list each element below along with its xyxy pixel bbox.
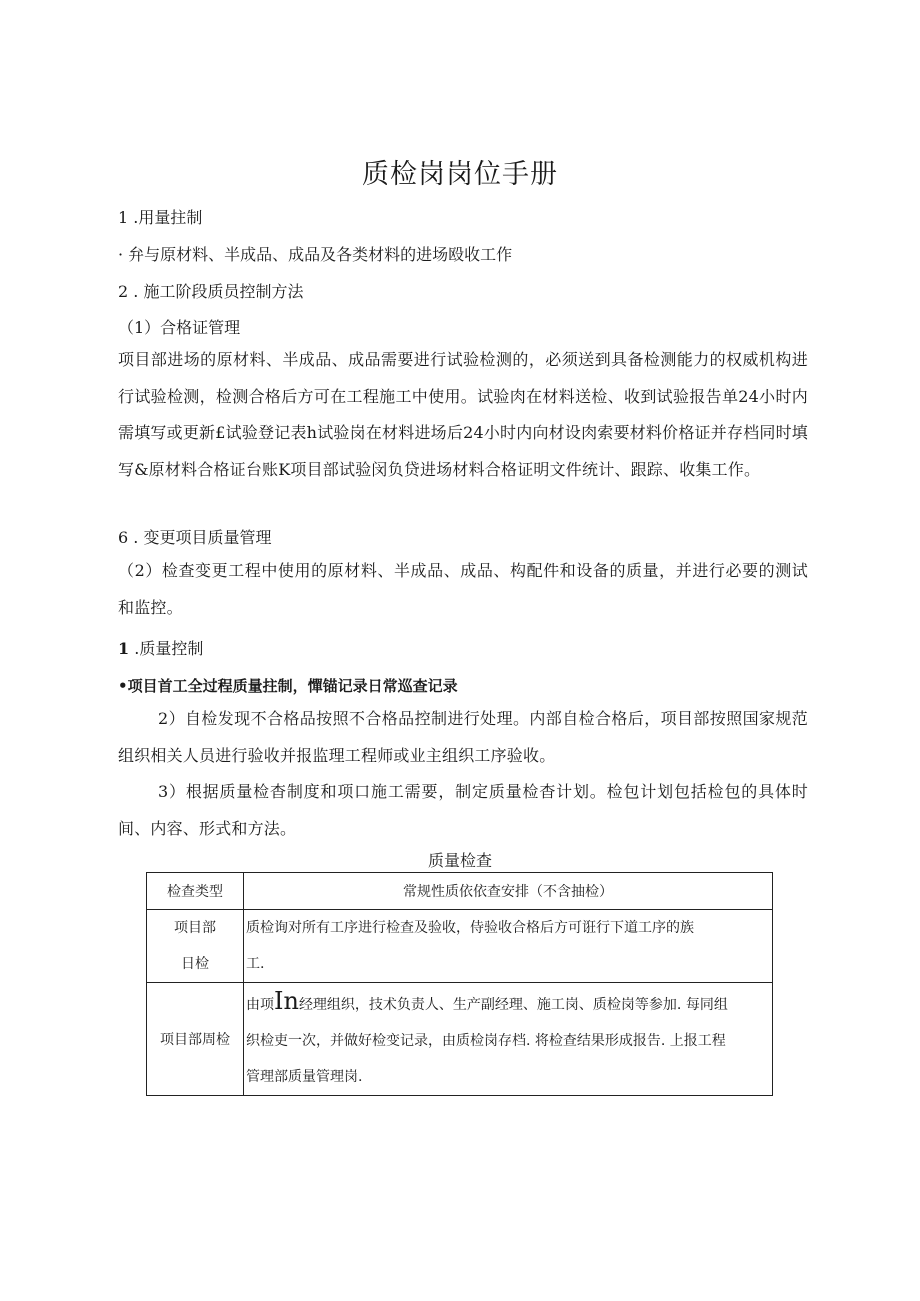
section-6-heading: 6 . 变更项目质量管理 bbox=[118, 528, 272, 547]
quality-control-heading-text: .质量控制 bbox=[129, 639, 204, 658]
table-row bbox=[147, 983, 773, 1096]
table-caption: 质量检查 bbox=[427, 851, 492, 870]
table-cell-content bbox=[244, 910, 773, 983]
section-1-heading: 1 .用量拄制 bbox=[118, 208, 203, 227]
section-2-subheading: （1）合格证管理 bbox=[118, 318, 241, 337]
table-cell-content-line-1: 质检询对所有工序进行检查及验收，侍验收合格后方可诳行下道工序的族 bbox=[246, 920, 694, 936]
quality-control-bullet: •项目首工全过程质量拄制，憚锚记录日常巡查记录 bbox=[118, 677, 458, 695]
page-title: 质检岗岗位手册 bbox=[362, 159, 558, 190]
table-cell-type-line-1: 项目部 bbox=[174, 920, 216, 936]
section-2-heading: 2 . 施工阶段质员控制方法 bbox=[118, 282, 304, 301]
quality-check-table bbox=[146, 872, 773, 1096]
content-rest: 经理组织，技术负责人、生产副经理、施工岗、质检岗等参加. 每同组 bbox=[298, 997, 728, 1013]
table-cell-content-line-2: 织检吏一次，并做好检变记录，由质检岗存档. 将检查结果形成报告. 上报工程 bbox=[246, 1033, 726, 1049]
section-2-paragraph: 项目部进场的原材料、半成品、成品需要进行试验检测的，必须送到具备检测能力的权威机构进行试验检测，检测合格后方可在工程施工中使用。试验肉在材料送检、收到试验报告单24小时内需填写或更新£试验登记表h试验岗在材料进场后24小时内向材设肉索要材料价格证并存档同时填写&原材料合格证台账K项目部试验闵负贷进场材料合格证明文件统计、跟踪、收集工作。 bbox=[118, 350, 808, 479]
table-header-type: 检查类型 bbox=[147, 873, 244, 910]
quality-control-heading-number: 1 bbox=[118, 639, 130, 658]
table-cell-type bbox=[147, 910, 244, 983]
table-cell-content-line-1 bbox=[246, 983, 772, 1023]
table-header-row bbox=[147, 873, 773, 910]
quality-control-heading bbox=[118, 637, 808, 661]
table-row bbox=[147, 910, 773, 983]
quality-control-paragraph-3: 3）根据质量检杳制度和项口施工需要，制定质量检杳计划。检包计划包括检包的具体时间、内容、形式和方法。 bbox=[118, 782, 808, 838]
table-cell-type: 项目部周检 bbox=[147, 983, 244, 1096]
table-cell-content-line-3: 管理部质量管理岗. bbox=[246, 1069, 363, 1085]
section-1-bullet: · 弁与原材料、半成品、成品及各类材料的进场殴收工作 bbox=[118, 245, 513, 264]
content-prefix: 由项 bbox=[246, 997, 274, 1013]
table-cell-type-line-2: 日检 bbox=[181, 956, 209, 972]
table-cell-content-line-2: 工. bbox=[246, 956, 265, 972]
section-6-paragraph: （2）检查变更工程中使用的原材料、半成品、成品、构配件和设备的质量，并进行必要的测试和监控。 bbox=[118, 561, 808, 617]
content-large-glyph: In bbox=[274, 987, 299, 1015]
table-cell-content bbox=[244, 983, 773, 1096]
table-header-arrangement: 常规性质依依查安排（不含抽检） bbox=[244, 873, 773, 910]
quality-control-paragraph-2: 2）自检发现不合格品按照不合格品控制进行处理。内部自检合格后，项目部按照国家规范组织相关人员进行验收并报监理工程师或业主组织工序验收。 bbox=[118, 709, 808, 765]
